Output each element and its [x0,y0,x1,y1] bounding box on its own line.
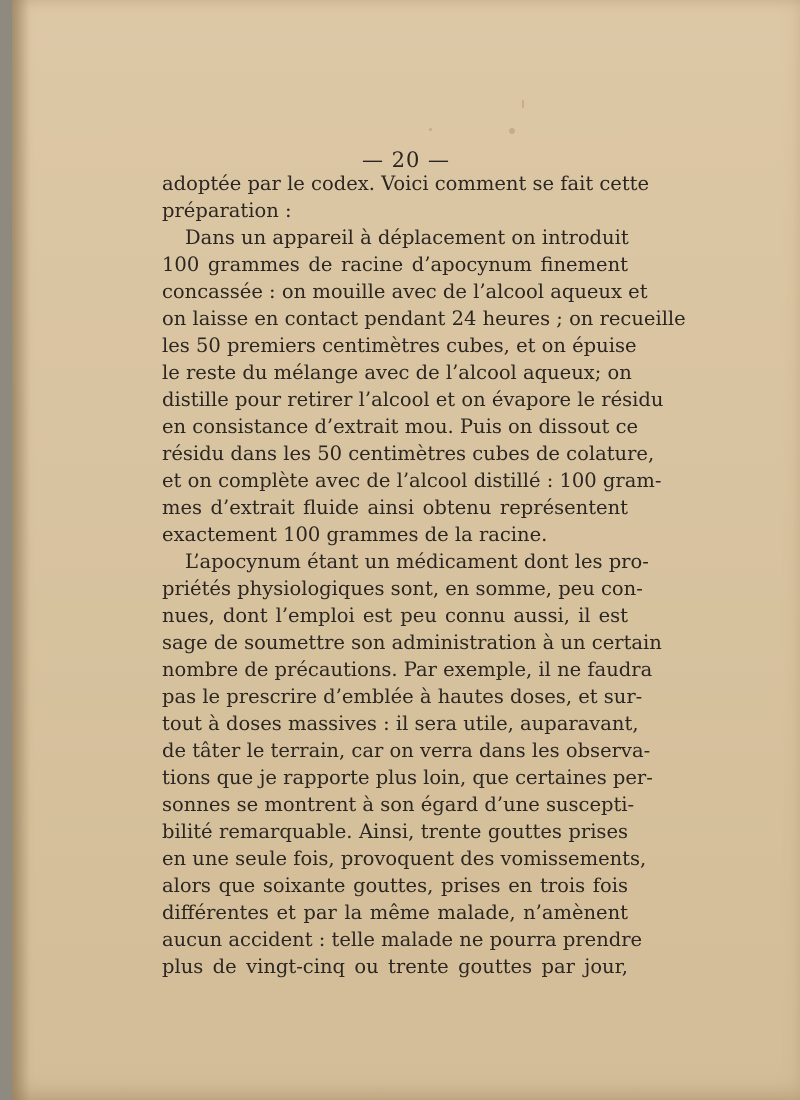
text-line: bilité remarquable. Ainsi, trente gouttes prises [162,820,628,843]
paper-speck [509,128,515,134]
text-line: plus de vingt-cinq ou trente gouttes par jour, [162,955,628,978]
text-line: Dans un appareil à déplacement on introduit [185,226,629,249]
text-line: et on complète avec de l’alcool distillé : 100 gram- [162,469,662,492]
text-line: différentes et par la même malade, n’amènent [162,901,628,924]
text-line: alors que soixante gouttes, prises en trois fois [162,874,628,897]
text-line: en consistance d’extrait mou. Puis on dissout ce [162,415,639,438]
page-number: — 20 — [361,148,451,172]
book-page [12,0,800,1100]
text-line: tout à doses massives : il sera utile, auparavant, [162,712,639,735]
text-line: distille pour retirer l’alcool et on évapore le résidu [162,388,664,411]
text-line: aucun accident : telle malade ne pourra prendre [162,928,643,951]
text-line: concassée : on mouille avec de l’alcool aqueux et [162,280,648,303]
text-line: résidu dans les 50 centimètres cubes de colature, [162,442,655,465]
text-line: priétés physiologiques sont, en somme, peu con- [162,577,643,600]
text-line: le reste du mélange avec de l’alcool aqueux; on [162,361,632,384]
text-line: sage de soumettre son administration à un certain [162,631,662,654]
text-line: 100 grammes de racine d’apocynum finement [162,253,628,276]
text-line: L’apocynum étant un médicament dont les pro- [185,550,649,573]
text-line: exactement 100 grammes de la racine. [162,523,548,546]
text-line: en une seule fois, provoquent des vomissements, [162,847,647,870]
text-line: nombre de précautions. Par exemple, il ne faudra [162,658,653,681]
text-line: on laisse en contact pendant 24 heures ; on recueille [162,307,686,330]
body-text [162,170,686,980]
text-line: nues, dont l’emploi est peu connu aussi, il est [162,604,628,627]
text-line: adoptée par le codex. Voici comment se fait cette [162,172,650,195]
text-line: tions que je rapporte plus loin, que certaines per- [162,766,653,789]
text-line: pas le prescrire d’emblée à hautes doses, et sur- [162,685,643,708]
paper-speck [522,100,524,108]
text-line: sonnes se montrent à son égard d’une suscepti- [162,793,635,816]
text-line: préparation : [162,199,292,222]
paper-speck [429,128,432,131]
text-line: de tâter le terrain, car on verra dans les observa- [162,739,651,762]
text-line: mes d’extrait fluide ainsi obtenu représentent [162,496,628,519]
text-line: les 50 premiers centimètres cubes, et on épuise [162,334,637,357]
